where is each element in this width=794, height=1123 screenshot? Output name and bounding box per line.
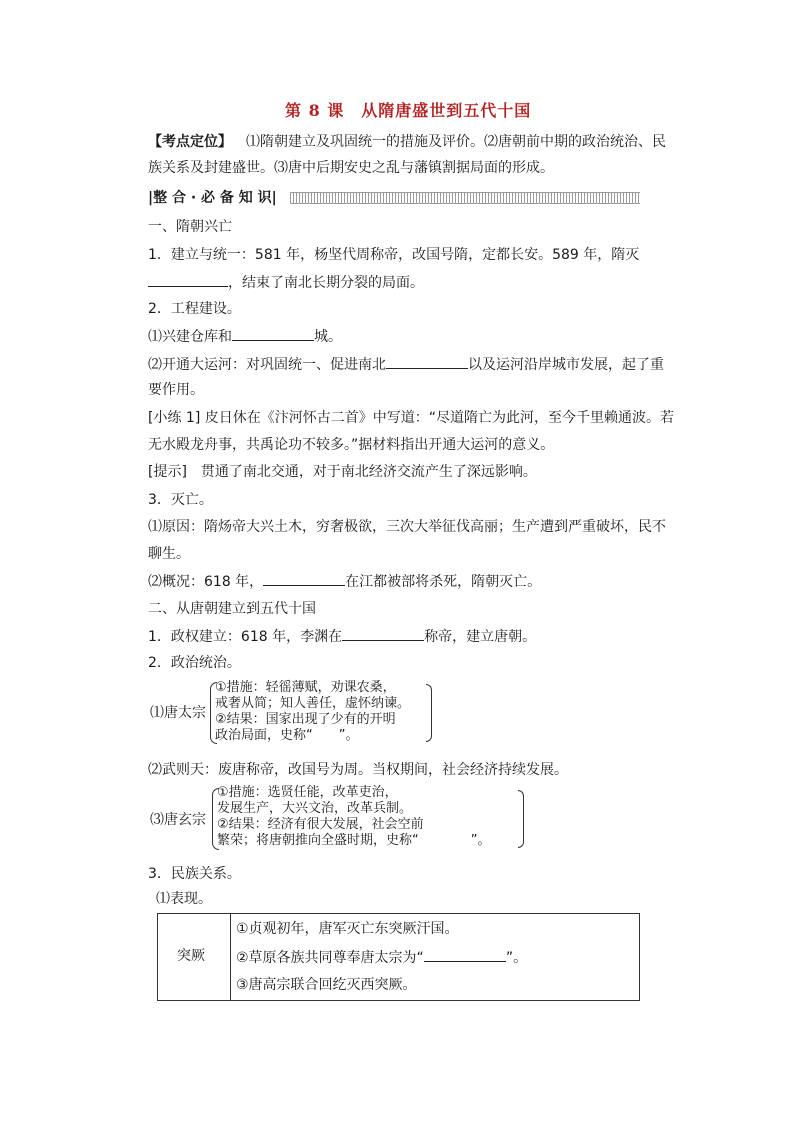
blank-line bbox=[424, 947, 506, 962]
table-line2 bbox=[236, 947, 527, 968]
blank-line bbox=[232, 326, 314, 341]
s1-item2: 2．工程建设。 bbox=[148, 301, 241, 317]
taizong-line1: ①措施：轻徭薄赋，劝课农桑， bbox=[215, 680, 396, 695]
relations-table bbox=[157, 913, 640, 1001]
table-line1: ①贞观初年，唐军灭亡东突厥汗国。 bbox=[236, 921, 459, 937]
table-row-label: 突厥 bbox=[177, 948, 205, 964]
s1-item3-2a: ⑵概况：618 年， bbox=[148, 574, 264, 590]
s1-item2-2b: 以及运河沿岸城市发展，起了重 bbox=[468, 357, 664, 373]
lianxi-b: 无水殿龙舟事，共禹论功不较多。”据材料指出开通大运河的意义。 bbox=[148, 437, 555, 453]
xuanzong-line3: ②结果：经济有很大发展，社会空前 bbox=[217, 817, 424, 832]
s2-item1 bbox=[148, 626, 536, 647]
s2-item2: 2．政治统治。 bbox=[148, 655, 241, 671]
kaodian-line2: 族关系及封建盛世。⑶唐中后期安史之乱与藩镇割据局面的形成。 bbox=[148, 160, 554, 176]
s1-item1-b: ，结束了南北长期分裂的局面。 bbox=[228, 275, 424, 291]
right-brace bbox=[518, 790, 524, 848]
taizong-line3: ②结果：国家出现了少有的开明 bbox=[215, 712, 396, 727]
section-banner: |整 合 · 必 备 知 识| bbox=[148, 190, 277, 206]
kaodian-text1: ⑴隋朝建立及巩固统一的措施及评价。⑵唐朝前中期的政治统治、民 bbox=[246, 134, 666, 150]
s1-item1-b-line bbox=[148, 272, 424, 293]
taizong-lines bbox=[215, 680, 410, 744]
xuanzong-lines bbox=[217, 785, 490, 849]
blank-line bbox=[342, 626, 424, 641]
lesson-title: 第 8 课 从隋唐盛世到五代十国 bbox=[285, 101, 532, 120]
table-line3: ③唐高宗联合回纥灭西突厥。 bbox=[236, 977, 417, 993]
s2-item1a: 1．政权建立：618 年，李渊在 bbox=[148, 629, 343, 645]
s1-item3: 3．灭亡。 bbox=[148, 492, 213, 508]
kaodian-line1 bbox=[148, 132, 666, 152]
s1-item2-2 bbox=[148, 354, 664, 375]
xuanzong-line2: 发展生产，大兴文治，改革兵制。 bbox=[217, 801, 413, 816]
table-line2a: ②草原各族共同尊奉唐太宗为“ bbox=[236, 950, 424, 966]
s1-item2-2c: 要作用。 bbox=[148, 382, 204, 398]
blank-line bbox=[386, 354, 468, 369]
s1-item3-2 bbox=[148, 571, 541, 592]
taizong-line4: 政治局面，史称“ ”。 bbox=[215, 728, 359, 743]
right-brace bbox=[426, 684, 432, 742]
kaodian-label: 【考点定位】 bbox=[148, 134, 232, 150]
banner-stripe bbox=[290, 192, 640, 204]
lianxi-a: [小练 1] 皮日休在《汴河怀古二首》中写道：“尽道隋亡为此河，至今千里赖通波。若 bbox=[148, 410, 674, 426]
s2-heading: 二、从唐朝建立到五代十国 bbox=[148, 601, 316, 617]
xuanzong-line4: 繁荣；将唐朝推向全盛时期，史称“ ”。 bbox=[217, 833, 491, 848]
blank-line bbox=[263, 571, 345, 586]
blank-line bbox=[148, 272, 228, 287]
s1-heading: 一、隋朝兴亡 bbox=[148, 219, 232, 235]
s1-item3-2b: 在江都被部将杀死，隋朝灭亡。 bbox=[345, 574, 542, 590]
s1-item2-1 bbox=[148, 326, 342, 347]
tishi: [提示] 贯通了南北交通，对于南北经济交流产生了深远影响。 bbox=[148, 464, 537, 480]
biaoxian: ⑴表现。 bbox=[156, 891, 212, 907]
s2-item3: 3．民族关系。 bbox=[148, 866, 241, 882]
table-label-cell bbox=[158, 914, 231, 1000]
s1-item3-1a: ⑴原因：隋炀帝大兴土木，穷奢极欲，三次大举征伐高丽；生产遭到严重破坏，民不 bbox=[148, 519, 666, 535]
taizong-line2: 戒奢从简；知人善任，虚怀纳谏。 bbox=[215, 696, 411, 711]
s1-item1-a: 1．建立与统一：581 年，杨坚代周称帝，改国号隋，定都长安。589 年，隋灭 bbox=[148, 247, 640, 263]
s1-item3-1b: 聊生。 bbox=[148, 546, 190, 562]
wuzetian: ⑵武则天：废唐称帝，改国号为周。当权期间，社会经济持续发展。 bbox=[148, 762, 568, 778]
xuanzong-line1: ①措施：选贤任能，改革吏治， bbox=[217, 785, 398, 800]
s1-item2-2a: ⑵开通大运河：对巩固统一、促进南北 bbox=[148, 357, 386, 373]
xuanzong-label: ⑶唐玄宗 bbox=[150, 812, 206, 828]
table-line2b: ”。 bbox=[505, 950, 528, 966]
s2-item1b: 称帝，建立唐朝。 bbox=[424, 629, 537, 645]
s1-item2-1b: 城。 bbox=[314, 329, 342, 345]
taizong-label: ⑴唐太宗 bbox=[150, 705, 206, 721]
s1-item2-1a: ⑴兴建仓库和 bbox=[148, 329, 232, 345]
